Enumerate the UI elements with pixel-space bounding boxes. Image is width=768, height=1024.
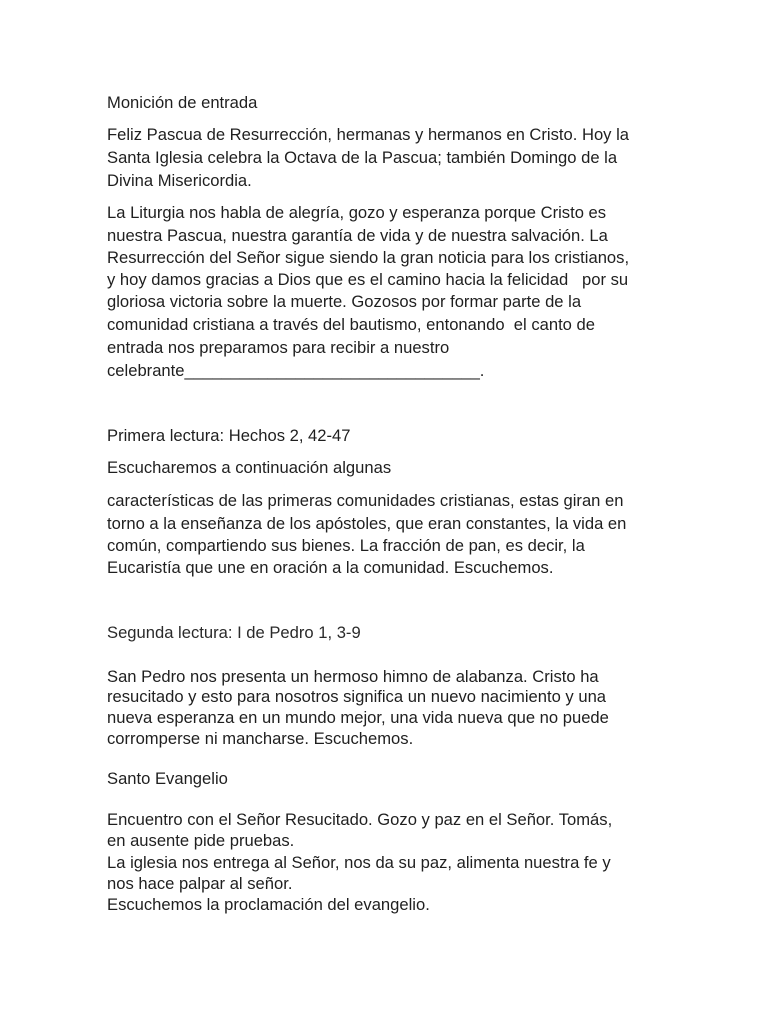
paragraph-line: en ausente pide pruebas.: [107, 831, 295, 850]
paragraph-line: Escucharemos a continuación algunas: [107, 458, 392, 477]
section-heading-primera-lectura: Primera lectura: Hechos 2, 42-47: [107, 426, 351, 445]
paragraph-line: nuestra Pascua, nuestra garantía de vida y de nuestra salvación. La: [107, 226, 608, 245]
paragraph-line: torno a la enseñanza de los apóstoles, que eran constantes, la vida en: [107, 514, 627, 533]
section-heading-segunda-lectura: Segunda lectura: I de Pedro 1, 3-9: [107, 623, 361, 642]
paragraph-line: resucitado y esto para nosotros significa un nuevo nacimiento y una: [107, 687, 607, 706]
paragraph-line: características de las primeras comunidades cristianas, estas giran en: [107, 491, 624, 510]
paragraph-line: nos hace palpar al señor.: [107, 874, 293, 893]
paragraph-line: comunidad cristiana a través del bautismo, entonando el canto de: [107, 315, 595, 334]
paragraph-line: Divina Misericordia.: [107, 171, 252, 190]
paragraph-line: y hoy damos gracias a Dios que es el camino hacia la felicidad por su: [107, 270, 629, 289]
paragraph-line: común, compartiendo sus bienes. La fracción de pan, es decir, la: [107, 536, 585, 555]
paragraph-line: Santa Iglesia celebra la Octava de la Pascua; también Domingo de la: [107, 148, 618, 167]
section-heading-santo-evangelio: Santo Evangelio: [107, 769, 228, 788]
section-heading-monicion: Monición de entrada: [107, 93, 258, 112]
paragraph-line: La Liturgia nos habla de alegría, gozo y esperanza porque Cristo es: [107, 203, 607, 222]
paragraph-line: Escuchemos la proclamación del evangelio.: [107, 895, 430, 914]
paragraph-line: Encuentro con el Señor Resucitado. Gozo y paz en el Señor. Tomás,: [107, 810, 613, 829]
celebrant-blank-line: celebrante________________________________.: [107, 361, 485, 380]
paragraph-line: entrada nos preparamos para recibir a nuestro: [107, 338, 450, 357]
paragraph-line: Resurrección del Señor sigue siendo la gran noticia para los cristianos,: [107, 248, 630, 267]
paragraph-line: Eucaristía que une en oración a la comunidad. Escuchemos.: [107, 558, 554, 577]
paragraph-line: Feliz Pascua de Resurrección, hermanas y hermanos en Cristo. Hoy la: [107, 125, 630, 144]
paragraph-line: gloriosa victoria sobre la muerte. Gozosos por formar parte de la: [107, 292, 582, 311]
paragraph-line: San Pedro nos presenta un hermoso himno de alabanza. Cristo ha: [107, 667, 599, 686]
paragraph-line: La iglesia nos entrega al Señor, nos da su paz, alimenta nuestra fe y: [107, 853, 611, 872]
paragraph-line: nueva esperanza en un mundo mejor, una vida nueva que no puede: [107, 708, 609, 727]
paragraph-line: corromperse ni mancharse. Escuchemos.: [107, 729, 414, 748]
